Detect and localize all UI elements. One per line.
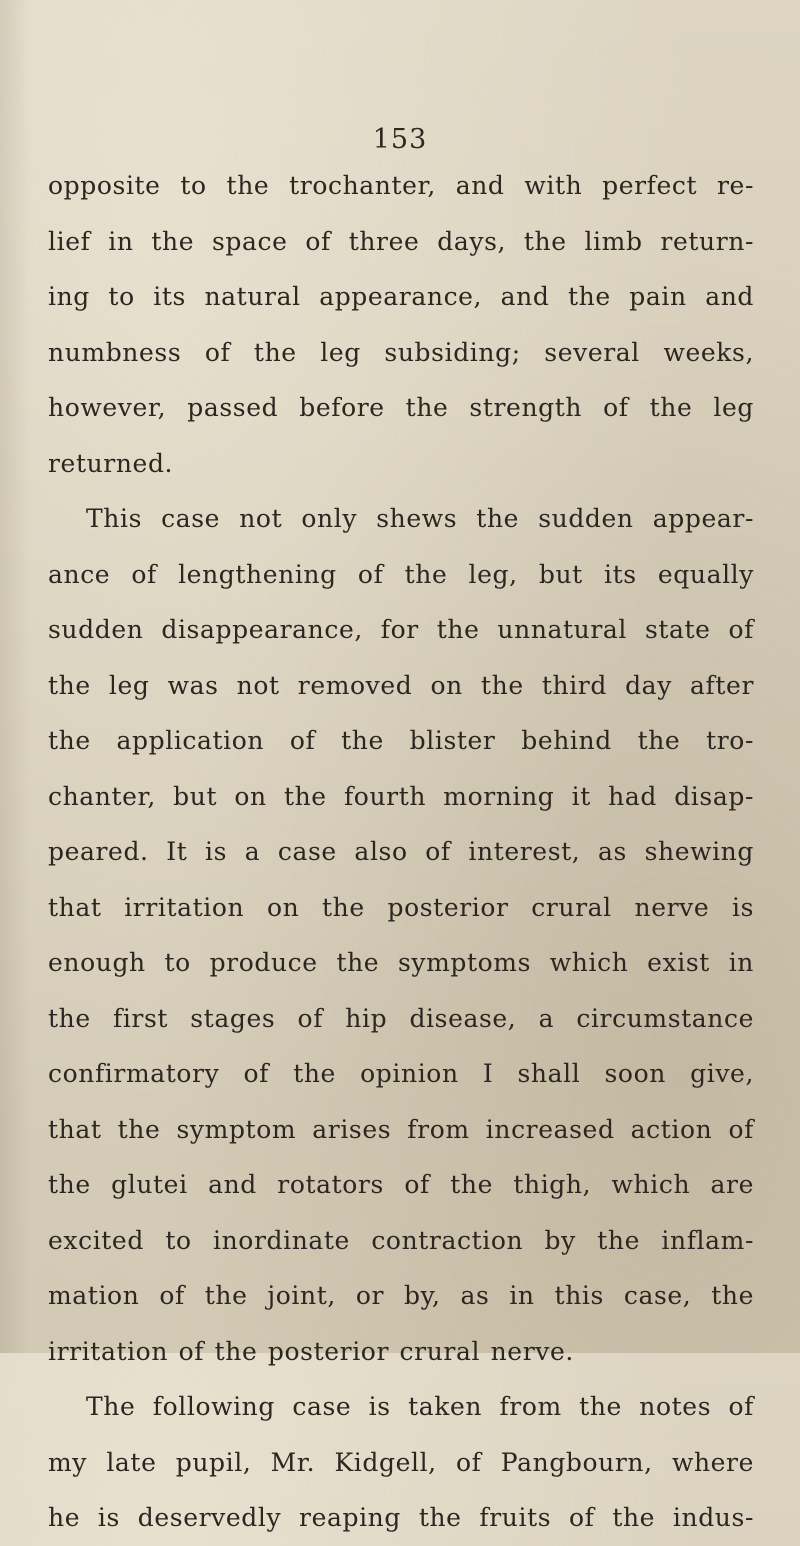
page-number: 153 [372, 124, 428, 155]
text-line-21: mation of the joint, or by, as in this case, the [48, 1281, 754, 1310]
text-line-14: that irritation on the posterior crural nerve is [48, 892, 754, 922]
text-line-7: This case not only shews the sudden appear- [86, 504, 754, 533]
text-line-10: the leg was not removed on the third day after [48, 670, 754, 700]
text-line-4: numbness of the leg subsiding; several weeks, [48, 337, 754, 367]
text-line-15: enough to produce the symptoms which exist in [48, 948, 754, 977]
text-line-22: irritation of the posterior crural nerve. [48, 1336, 574, 1366]
text-line-13: peared. It is a case also of interest, as shewing [48, 837, 754, 866]
page-edge-shadow [0, 0, 30, 1353]
text-line-5: however, passed before the strength of the leg [48, 393, 754, 422]
text-line-20: excited to inordinate contraction by the inflam- [48, 1225, 754, 1255]
text-line-25: he is deservedly reaping the fruits of the indus- [48, 1503, 754, 1532]
text-line-2: lief in the space of three days, the limb return- [48, 226, 754, 256]
text-line-17: confirmatory of the opinion I shall soon give, [48, 1059, 754, 1088]
text-line-16: the first stages of hip disease, a circumstance [48, 1003, 754, 1033]
text-line-3: ing to its natural appearance, and the pain and [48, 282, 754, 311]
text-line-24: my late pupil, Mr. Kidgell, of Pangbourn, where [48, 1447, 754, 1477]
text-line-12: chanter, but on the fourth morning it had disap- [48, 781, 754, 811]
text-line-11: the application of the blister behind the tro- [48, 726, 754, 755]
text-line-19: the glutei and rotators of the thigh, which are [48, 1170, 754, 1199]
text-line-1: opposite to the trochanter, and with perfect re- [48, 171, 754, 200]
body-text [48, 158, 754, 1546]
text-line-18: that the symptom arises from increased action of [48, 1114, 754, 1144]
text-line-9: sudden disappearance, for the unnatural state of [48, 615, 754, 644]
text-line-23: The following case is taken from the notes of [86, 1392, 754, 1421]
text-line-8: ance of lengthening of the leg, but its equally [48, 559, 754, 589]
text-line-6: returned. [48, 448, 174, 478]
